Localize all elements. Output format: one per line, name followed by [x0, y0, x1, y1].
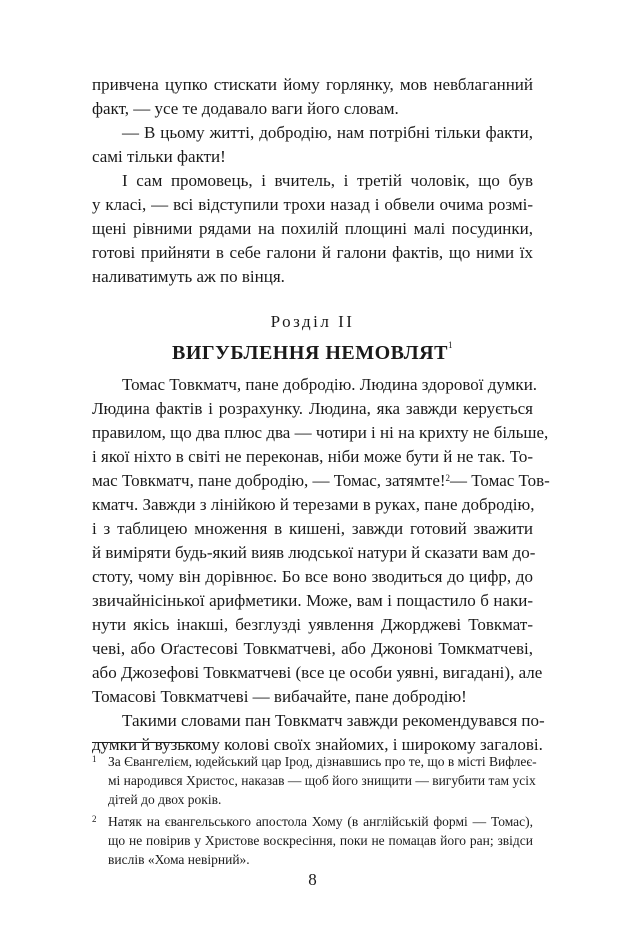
text-line: [92, 469, 550, 493]
text-line: думки й вузькому колові своїх знайомих, і широкому загалові.: [92, 735, 543, 754]
text-line: й виміряти будь-який вияв людської натури й сказати вам до-: [92, 543, 536, 562]
footnote-2: [92, 812, 533, 869]
text-line: нути якісь інакші, безглузді уявлення Джорджеві Товкмат-: [92, 615, 533, 634]
text-line: і якої ніхто в світі не переконав, ніби може бути й не так. То-: [92, 447, 533, 466]
text-line: кматч. Завжди з лінійкою й терезами в руках, пане добродію,: [92, 495, 535, 514]
paragraph: [92, 709, 545, 757]
footnote-line: вислів «Хома невірний».: [108, 852, 250, 867]
chapter-title-text: ВИГУБЛЕННЯ НЕМОВЛЯТ: [172, 342, 448, 364]
text-line: Томасові Товкматчеві — вибачайте, пане добродію!: [92, 687, 467, 706]
footnote-line: що не повірив у Христове воскресіння, поки не помацав його ран; звідси: [108, 833, 533, 848]
text-line: готові прийняти в себе галони й галони фактів, що ними їх: [92, 243, 533, 262]
paragraph: [92, 169, 533, 289]
footnote-divider: [92, 742, 200, 743]
text-line: щені рівними рядами на похилій площині малі посудинки,: [92, 219, 533, 238]
text-line: привчена цупко стискати йому горлянку, мов невблаганний: [92, 75, 533, 94]
footnote-ref[interactable]: 2: [445, 473, 451, 483]
footnote-line: Натяк на євангельського апостола Хому (в англійській формі — Томас),: [108, 814, 533, 829]
text-line: факт, — усе те додавало ваги його словам.: [92, 99, 399, 118]
top-text: [92, 73, 533, 289]
footnote-number: 1: [92, 754, 97, 764]
chapter-body: [92, 373, 550, 757]
text-line: правилом, що два плюс два — чотири і ні на крихту не більше,: [92, 423, 549, 442]
footnote-1: [92, 752, 537, 809]
text-line: або Джозефові Товкматчеві (все це особи уявні, вигадані), але: [92, 663, 543, 682]
text-line: Такими словами пан Товкматч завжди рекомендувався по-: [122, 711, 545, 730]
paragraph: [92, 73, 533, 121]
text-line: самі тільки факти!: [92, 147, 226, 166]
footnote-number: 2: [92, 814, 97, 824]
paragraph: [92, 121, 533, 169]
text-line: у класі, — всі відступили трохи назад і обвели очима розмі-: [92, 195, 533, 214]
text-line: чеві, або Оґастесові Товкматчеві, або Джонові Томкматчеві,: [92, 639, 533, 658]
text-line: наливатимуть аж по вінця.: [92, 267, 285, 286]
page-number: 8: [308, 870, 317, 889]
text-line: Томас Товкматч, пане добродію. Людина здорової думки.: [122, 375, 538, 394]
text-segment: мас Товкматч, пане добродію, — Томас, затямте!: [92, 471, 446, 490]
text-line: Людина фактів і розрахунку. Людина, яка завжди керується: [92, 399, 533, 418]
footnote-ref[interactable]: 1: [447, 340, 453, 350]
paragraph: [92, 373, 550, 709]
text-line: і з таблицею множення в кишені, завжди готовий зважити: [92, 519, 533, 538]
chapter-label: Розділ II: [270, 312, 355, 331]
footnote-line: дітей до двох років.: [108, 792, 222, 807]
footnote-line: мі народився Христос, наказав — щоб його знищити — вигубити там усіх: [108, 773, 536, 788]
chapter-title: [0, 342, 625, 365]
text-line: звичайнісінької арифметики. Може, вам і пощастило б наки-: [92, 591, 533, 610]
text-line: стоту, чому він дорівнює. Бо все воно зводиться до цифр, до: [92, 567, 533, 586]
text-segment: — Томас Тов-: [450, 471, 550, 490]
footnote-line: За Євангелієм, юдейський цар Ірод, дізнавшись про те, що в місті Вифлеє-: [108, 754, 537, 769]
text-line: І сам промовець, і вчитель, і третій чоловік, що був: [122, 171, 533, 190]
text-line: — В цьому житті, добродію, нам потрібні тільки факти,: [122, 123, 533, 142]
